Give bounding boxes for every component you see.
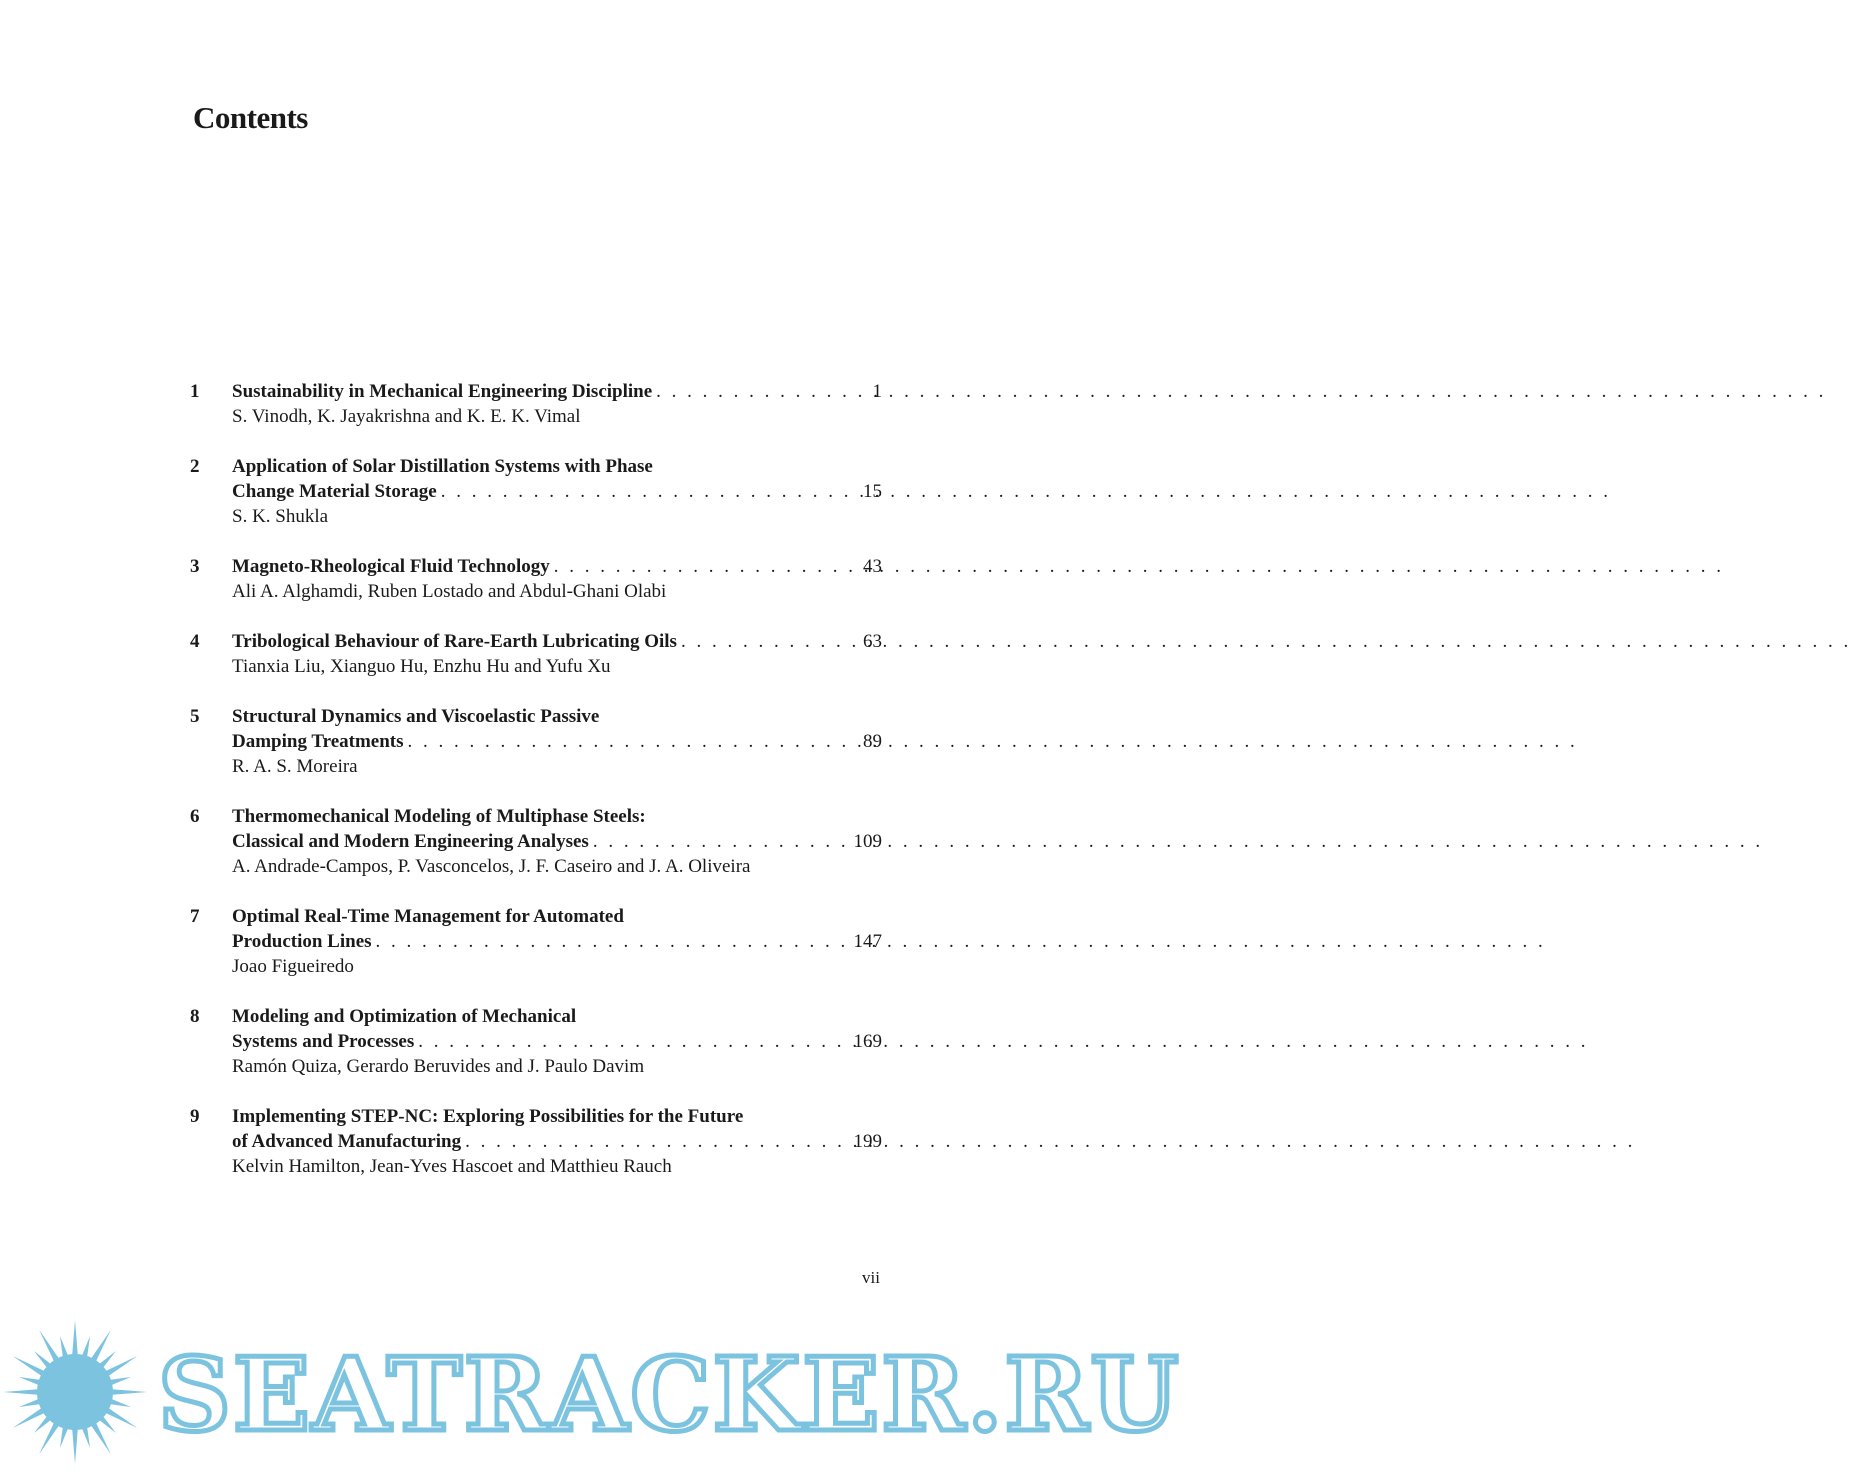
chapter-number: 4 bbox=[190, 631, 200, 652]
table-of-contents bbox=[190, 379, 890, 1204]
chapter-title-text: Change Material Storage bbox=[232, 481, 437, 502]
chapter-title-line bbox=[232, 1029, 828, 1054]
entry-body bbox=[232, 379, 828, 429]
entry-body bbox=[232, 629, 828, 679]
chapter-title-line: Structural Dynamics and Viscoelastic Passive bbox=[232, 706, 600, 727]
entry-body bbox=[232, 554, 828, 604]
chapter-title-text: Damping Treatments bbox=[232, 731, 404, 752]
toc-entry[interactable] bbox=[190, 704, 890, 779]
chapter-title-line bbox=[232, 729, 828, 754]
page-number: 199 bbox=[853, 1131, 882, 1152]
dot-leader bbox=[652, 379, 1826, 404]
chapter-title-text: Sustainability in Mechanical Engineering Discipline bbox=[232, 381, 653, 402]
chapter-number: 5 bbox=[190, 706, 200, 727]
chapter-number: 1 bbox=[190, 381, 200, 402]
chapter-title-text: Magneto-Rheological Fluid Technology bbox=[232, 556, 550, 577]
chapter-authors: A. Andrade-Campos, P. Vasconcelos, J. F. Caseiro and J. A. Oliveira bbox=[232, 856, 751, 877]
page-number: 15 bbox=[863, 481, 882, 502]
dot-leader bbox=[677, 629, 1851, 654]
page-folio: vii bbox=[862, 1268, 880, 1287]
chapter-authors: S. K. Shukla bbox=[232, 506, 329, 527]
dot-leader bbox=[461, 1129, 1635, 1154]
watermark-text: SEATRACKER.RU bbox=[158, 1335, 1181, 1454]
chapter-number: 2 bbox=[190, 456, 200, 477]
chapter-title-line bbox=[232, 929, 828, 954]
toc-entry[interactable] bbox=[190, 804, 890, 879]
chapter-title-text: Systems and Processes bbox=[232, 1031, 415, 1052]
toc-entry[interactable] bbox=[190, 554, 890, 604]
chapter-title-line: Optimal Real-Time Management for Automated bbox=[232, 906, 624, 927]
chapter-title-text: Classical and Modern Engineering Analyses bbox=[232, 831, 589, 852]
chapter-authors: Kelvin Hamilton, Jean-Yves Hascoet and Matthieu Rauch bbox=[232, 1156, 672, 1177]
chapter-title-line bbox=[232, 1129, 828, 1154]
chapter-title-text: of Advanced Manufacturing bbox=[232, 1131, 462, 1152]
page-title: Contents bbox=[193, 100, 308, 135]
page-number: 63 bbox=[863, 631, 882, 652]
toc-entry[interactable] bbox=[190, 1104, 890, 1179]
toc-entry[interactable] bbox=[190, 629, 890, 679]
chapter-authors: Joao Figueiredo bbox=[232, 956, 354, 977]
dot-leader bbox=[414, 1029, 1588, 1054]
entry-body bbox=[232, 454, 828, 529]
chapter-number: 7 bbox=[190, 906, 200, 927]
chapter-authors: R. A. S. Moreira bbox=[232, 756, 358, 777]
page-number: 147 bbox=[853, 931, 882, 952]
toc-entry[interactable] bbox=[190, 1004, 890, 1079]
chapter-number: 8 bbox=[190, 1006, 200, 1027]
chapter-title-line: Thermomechanical Modeling of Multiphase Steels: bbox=[232, 806, 646, 827]
chapter-authors: Ramón Quiza, Gerardo Beruvides and J. Paulo Davim bbox=[232, 1056, 645, 1077]
entry-body bbox=[232, 1104, 828, 1179]
entry-body bbox=[232, 704, 828, 779]
chapter-authors: Ali A. Alghamdi, Ruben Lostado and Abdul-Ghani Olabi bbox=[232, 581, 667, 602]
chapter-title-line bbox=[232, 554, 828, 579]
dot-leader bbox=[372, 929, 1546, 954]
chapter-number: 6 bbox=[190, 806, 200, 827]
chapter-title-line bbox=[232, 629, 828, 654]
page-number: 1 bbox=[872, 381, 882, 402]
dot-leader bbox=[550, 554, 1724, 579]
chapter-title-line bbox=[232, 479, 828, 504]
page-number: 89 bbox=[863, 731, 882, 752]
chapter-title-line: Modeling and Optimization of Mechanical bbox=[232, 1006, 577, 1027]
chapter-authors: Tianxia Liu, Xianguo Hu, Enzhu Hu and Yufu Xu bbox=[232, 656, 611, 677]
page-number: 43 bbox=[863, 556, 882, 577]
chapter-title-line bbox=[232, 829, 828, 854]
chapter-title-line: Application of Solar Distillation Systems with Phase bbox=[232, 456, 653, 477]
toc-entry[interactable] bbox=[190, 379, 890, 429]
chapter-number: 9 bbox=[190, 1106, 200, 1127]
chapter-title-line bbox=[232, 379, 828, 404]
dot-leader bbox=[404, 729, 1578, 754]
chapter-number: 3 bbox=[190, 556, 200, 577]
page-number: 169 bbox=[853, 1031, 882, 1052]
chapter-authors: S. Vinodh, K. Jayakrishna and K. E. K. Vimal bbox=[232, 406, 581, 427]
toc-entry[interactable] bbox=[190, 454, 890, 529]
toc-entry[interactable] bbox=[190, 904, 890, 979]
entry-body bbox=[232, 804, 828, 879]
chapter-title-text: Production Lines bbox=[232, 931, 372, 952]
chapter-title-text: Tribological Behaviour of Rare-Earth Lubricating Oils bbox=[232, 631, 677, 652]
dot-leader bbox=[437, 479, 1611, 504]
entry-body bbox=[232, 1004, 828, 1079]
dot-leader bbox=[589, 829, 1763, 854]
chapter-title-line: Implementing STEP-NC: Exploring Possibilities for the Future bbox=[232, 1106, 744, 1127]
entry-body bbox=[232, 904, 828, 979]
page-number: 109 bbox=[853, 831, 882, 852]
